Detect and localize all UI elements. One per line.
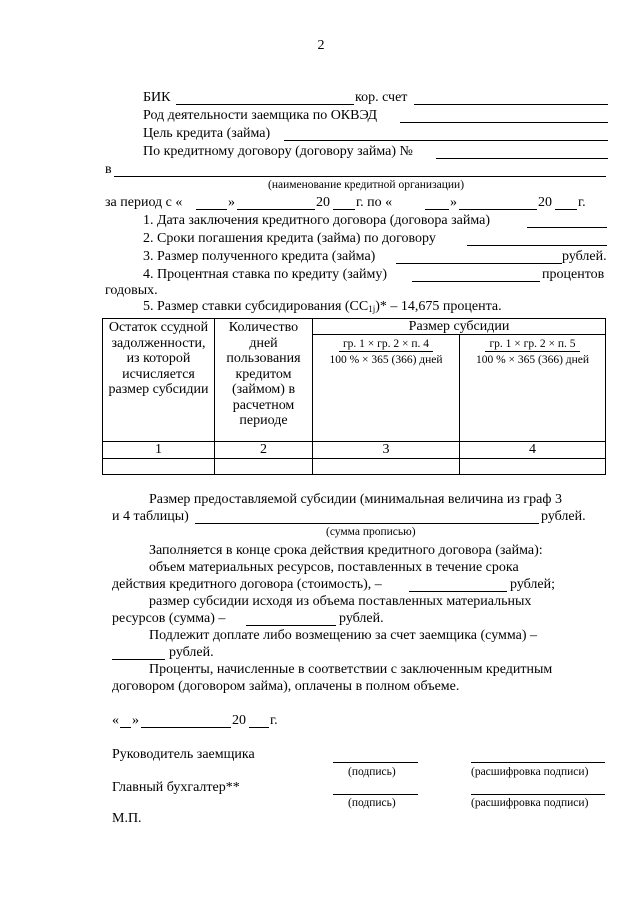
item-5-subscript: 1j bbox=[368, 304, 376, 314]
purpose-blank[interactable] bbox=[284, 140, 608, 141]
interest-line-1: Проценты, начисленные в соответствии с заключенным кредитным bbox=[149, 662, 553, 677]
col-4-formula-numerator: гр. 1 × гр. 2 × п. 5 bbox=[485, 338, 579, 352]
purpose-label: Цель кредита (займа) bbox=[143, 126, 271, 141]
okved-label: Род деятельности заемщика по ОКВЭД bbox=[143, 108, 378, 123]
head-decode-caption: (расшифровка подписи) bbox=[471, 766, 589, 778]
subsidy-table bbox=[102, 318, 606, 475]
item-4-blank[interactable] bbox=[412, 281, 540, 282]
col-3-formula-numerator: гр. 1 × гр. 2 × п. 4 bbox=[339, 338, 433, 352]
accountant-label: Главный бухгалтер** bbox=[112, 780, 240, 795]
agreement-blank[interactable] bbox=[436, 158, 608, 159]
date-quote-close: » bbox=[132, 713, 139, 728]
period-year-prefix-2: 20 bbox=[538, 195, 552, 210]
item-2-label: 2. Сроки погашения кредита (займа) по договору bbox=[143, 231, 436, 246]
refund-unit: рублей. bbox=[169, 645, 214, 660]
interest-line-2: договором (договором займа), оплачены в полном объеме. bbox=[112, 679, 460, 694]
period-quote-close-1: » bbox=[228, 195, 235, 210]
bik-blank[interactable] bbox=[176, 104, 354, 105]
item-3-unit: рублей. bbox=[562, 249, 607, 264]
head-decode-blank[interactable] bbox=[471, 762, 605, 763]
volume-unit: рублей; bbox=[510, 577, 555, 592]
account-label: кор. счет bbox=[355, 90, 408, 105]
subsidy-volume-line-1: размер субсидии исходя из объема поставленных материальных bbox=[149, 594, 532, 609]
period-year-prefix-1: 20 bbox=[316, 195, 330, 210]
item-5-pre: 5. Размер ставки субсидирования (СС bbox=[143, 299, 369, 314]
period-to-label: г. по « bbox=[356, 195, 393, 210]
subsidy-volume-line-2-pre: ресурсов (сумма) – bbox=[112, 611, 226, 626]
period-to-day-blank[interactable] bbox=[425, 209, 449, 210]
in-label: в bbox=[105, 162, 112, 177]
col-4-formula-denominator: 100 % × 365 (366) дней bbox=[475, 354, 590, 366]
subsidy-amount-line-1: Размер предоставляемой субсидии (минимальная величина из граф 3 bbox=[149, 492, 562, 507]
period-from-month-blank[interactable] bbox=[237, 209, 315, 210]
page-number: 2 bbox=[317, 38, 325, 53]
item-1-blank[interactable] bbox=[527, 227, 607, 228]
period-from-label: за период с « bbox=[105, 195, 183, 210]
okved-blank[interactable] bbox=[400, 122, 608, 123]
column-number-row bbox=[103, 442, 606, 459]
head-label: Руководитель заемщика bbox=[112, 747, 255, 762]
item-4-label: 4. Процентная ставка по кредиту (займу) bbox=[143, 267, 387, 282]
subsidy-amount-unit: рублей. bbox=[541, 509, 586, 524]
volume-line-1: объем материальных ресурсов, поставленных в течение срока bbox=[149, 560, 519, 575]
head-signature-caption: (подпись) bbox=[348, 766, 396, 778]
accountant-signature-blank[interactable] bbox=[333, 794, 418, 795]
table-cell-2[interactable] bbox=[215, 459, 313, 475]
col-3-formula-denominator: 100 % × 365 (366) дней bbox=[329, 354, 443, 366]
fill-note: Заполняется в конце срока действия кредитного договора (займа): bbox=[149, 543, 543, 558]
subsidy-volume-unit: рублей. bbox=[339, 611, 384, 626]
column-number-1: 1 bbox=[103, 442, 215, 459]
subsidy-group-header: Размер субсидии bbox=[313, 319, 606, 335]
col-1-header: Остаток ссудной задолженности, из которой исчисляется размер субсидии bbox=[103, 319, 215, 442]
item-5-label bbox=[143, 299, 502, 317]
column-number-4: 4 bbox=[460, 442, 606, 459]
subsidy-volume-blank[interactable] bbox=[246, 625, 336, 626]
head-signature-blank[interactable] bbox=[333, 762, 418, 763]
volume-blank[interactable] bbox=[409, 591, 507, 592]
subsidy-amount-blank[interactable] bbox=[195, 523, 539, 524]
period-from-day-blank[interactable] bbox=[196, 209, 227, 210]
sum-caption: (сумма прописью) bbox=[326, 526, 416, 538]
period-from-year-blank[interactable] bbox=[333, 209, 355, 210]
subsidy-amount-line-2-pre: и 4 таблицы) bbox=[112, 509, 189, 524]
period-quote-close-2: » bbox=[450, 195, 457, 210]
col-3-formula bbox=[313, 335, 460, 442]
bik-label: БИК bbox=[143, 90, 171, 105]
bank-name-blank[interactable] bbox=[114, 176, 606, 177]
table-row bbox=[103, 459, 606, 475]
col-2-header: Количество дней пользования кредитом (займом) в расчетном периоде bbox=[215, 319, 313, 442]
volume-line-2-pre: действия кредитного договора (стоимость), – bbox=[112, 577, 382, 592]
item-5-post: )* – 14,675 процента. bbox=[375, 299, 502, 314]
item-3-label: 3. Размер полученного кредита (займа) bbox=[143, 249, 376, 264]
item-4-continuation: годовых. bbox=[105, 283, 158, 298]
col-4-formula bbox=[460, 335, 606, 442]
date-year-prefix: 20 bbox=[232, 713, 246, 728]
agreement-label: По кредитному договору (договору займа) № bbox=[143, 144, 413, 159]
account-blank[interactable] bbox=[414, 104, 608, 105]
accountant-decode-blank[interactable] bbox=[471, 794, 605, 795]
date-month-blank[interactable] bbox=[141, 727, 231, 728]
date-year-blank[interactable] bbox=[249, 727, 269, 728]
item-3-blank[interactable] bbox=[396, 263, 562, 264]
bank-caption: (наименование кредитной организации) bbox=[268, 179, 465, 191]
table-cell-1[interactable] bbox=[103, 459, 215, 475]
date-year-suffix: г. bbox=[270, 713, 278, 728]
column-number-2: 2 bbox=[215, 442, 313, 459]
period-to-year-blank[interactable] bbox=[555, 209, 577, 210]
column-number-3: 3 bbox=[313, 442, 460, 459]
date-day-blank[interactable] bbox=[120, 727, 131, 728]
refund-line-1: Подлежит доплате либо возмещению за счет заемщика (сумма) – bbox=[149, 628, 538, 643]
item-2-blank[interactable] bbox=[467, 245, 607, 246]
table-cell-4[interactable] bbox=[460, 459, 606, 475]
item-1-label: 1. Дата заключения кредитного договора (договора займа) bbox=[143, 213, 491, 228]
table-cell-3[interactable] bbox=[313, 459, 460, 475]
accountant-signature-caption: (подпись) bbox=[348, 797, 396, 809]
period-year-suffix: г. bbox=[578, 195, 586, 210]
period-to-month-blank[interactable] bbox=[459, 209, 537, 210]
refund-blank[interactable] bbox=[112, 659, 165, 660]
stamp-label: М.П. bbox=[112, 811, 142, 826]
accountant-decode-caption: (расшифровка подписи) bbox=[471, 797, 589, 809]
item-4-unit: процентов bbox=[542, 267, 605, 282]
date-quote-open: « bbox=[112, 713, 119, 728]
